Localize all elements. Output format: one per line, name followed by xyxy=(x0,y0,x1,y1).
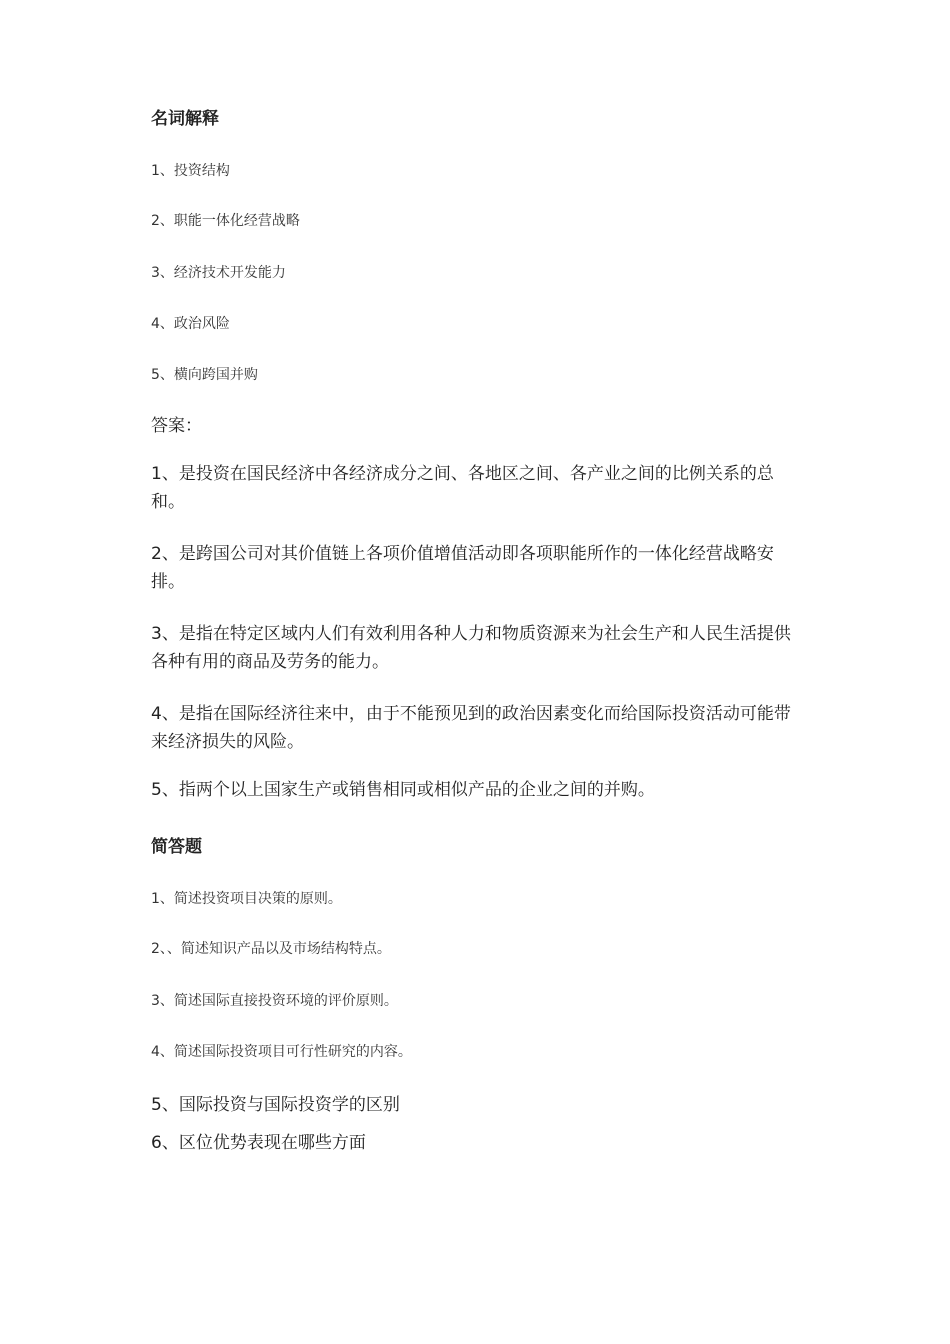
term-item: 4、政治风险 xyxy=(151,316,230,332)
term-item: 5、横向跨国并购 xyxy=(151,367,258,383)
answer-paragraph: 2、是跨国公司对其价值链上各项价值增值活动即各项职能所作的一体化经营战略安排。 xyxy=(151,544,774,592)
answer-paragraph: 1、是投资在国民经济中各经济成分之间、各地区之间、各产业之间的比例关系的总和。 xyxy=(151,464,774,512)
question-item: 4、简述国际投资项目可行性研究的内容。 xyxy=(151,1044,412,1060)
answer-paragraph: 5、指两个以上国家生产或销售相同或相似产品的企业之间的并购。 xyxy=(151,780,655,800)
question-item: 3、简述国际直接投资环境的评价原则。 xyxy=(151,993,398,1009)
answer-paragraph: 3、是指在特定区域内人们有效利用各种人力和物质资源来为社会生产和人民生活提供各种有用的商品及劳务的能力。 xyxy=(151,624,791,672)
term-item: 2、职能一体化经营战略 xyxy=(151,213,300,229)
answer-paragraph: 4、是指在国际经济往来中，由于不能预见到的政治因素变化而给国际投资活动可能带来经济损失的风险。 xyxy=(151,704,791,752)
section-heading-terms: 名词解释 xyxy=(151,109,219,129)
question-item: 6、区位优势表现在哪些方面 xyxy=(151,1133,366,1153)
question-item: 2、、简述知识产品以及市场结构特点。 xyxy=(151,941,391,957)
term-item: 1、投资结构 xyxy=(151,163,230,179)
question-item: 1、简述投资项目决策的原则。 xyxy=(151,891,342,907)
question-item: 5、国际投资与国际投资学的区别 xyxy=(151,1095,400,1115)
term-item: 3、经济技术开发能力 xyxy=(151,265,286,281)
section-heading-short-answer: 简答题 xyxy=(151,837,202,857)
answer-label: 答案： xyxy=(151,416,202,436)
